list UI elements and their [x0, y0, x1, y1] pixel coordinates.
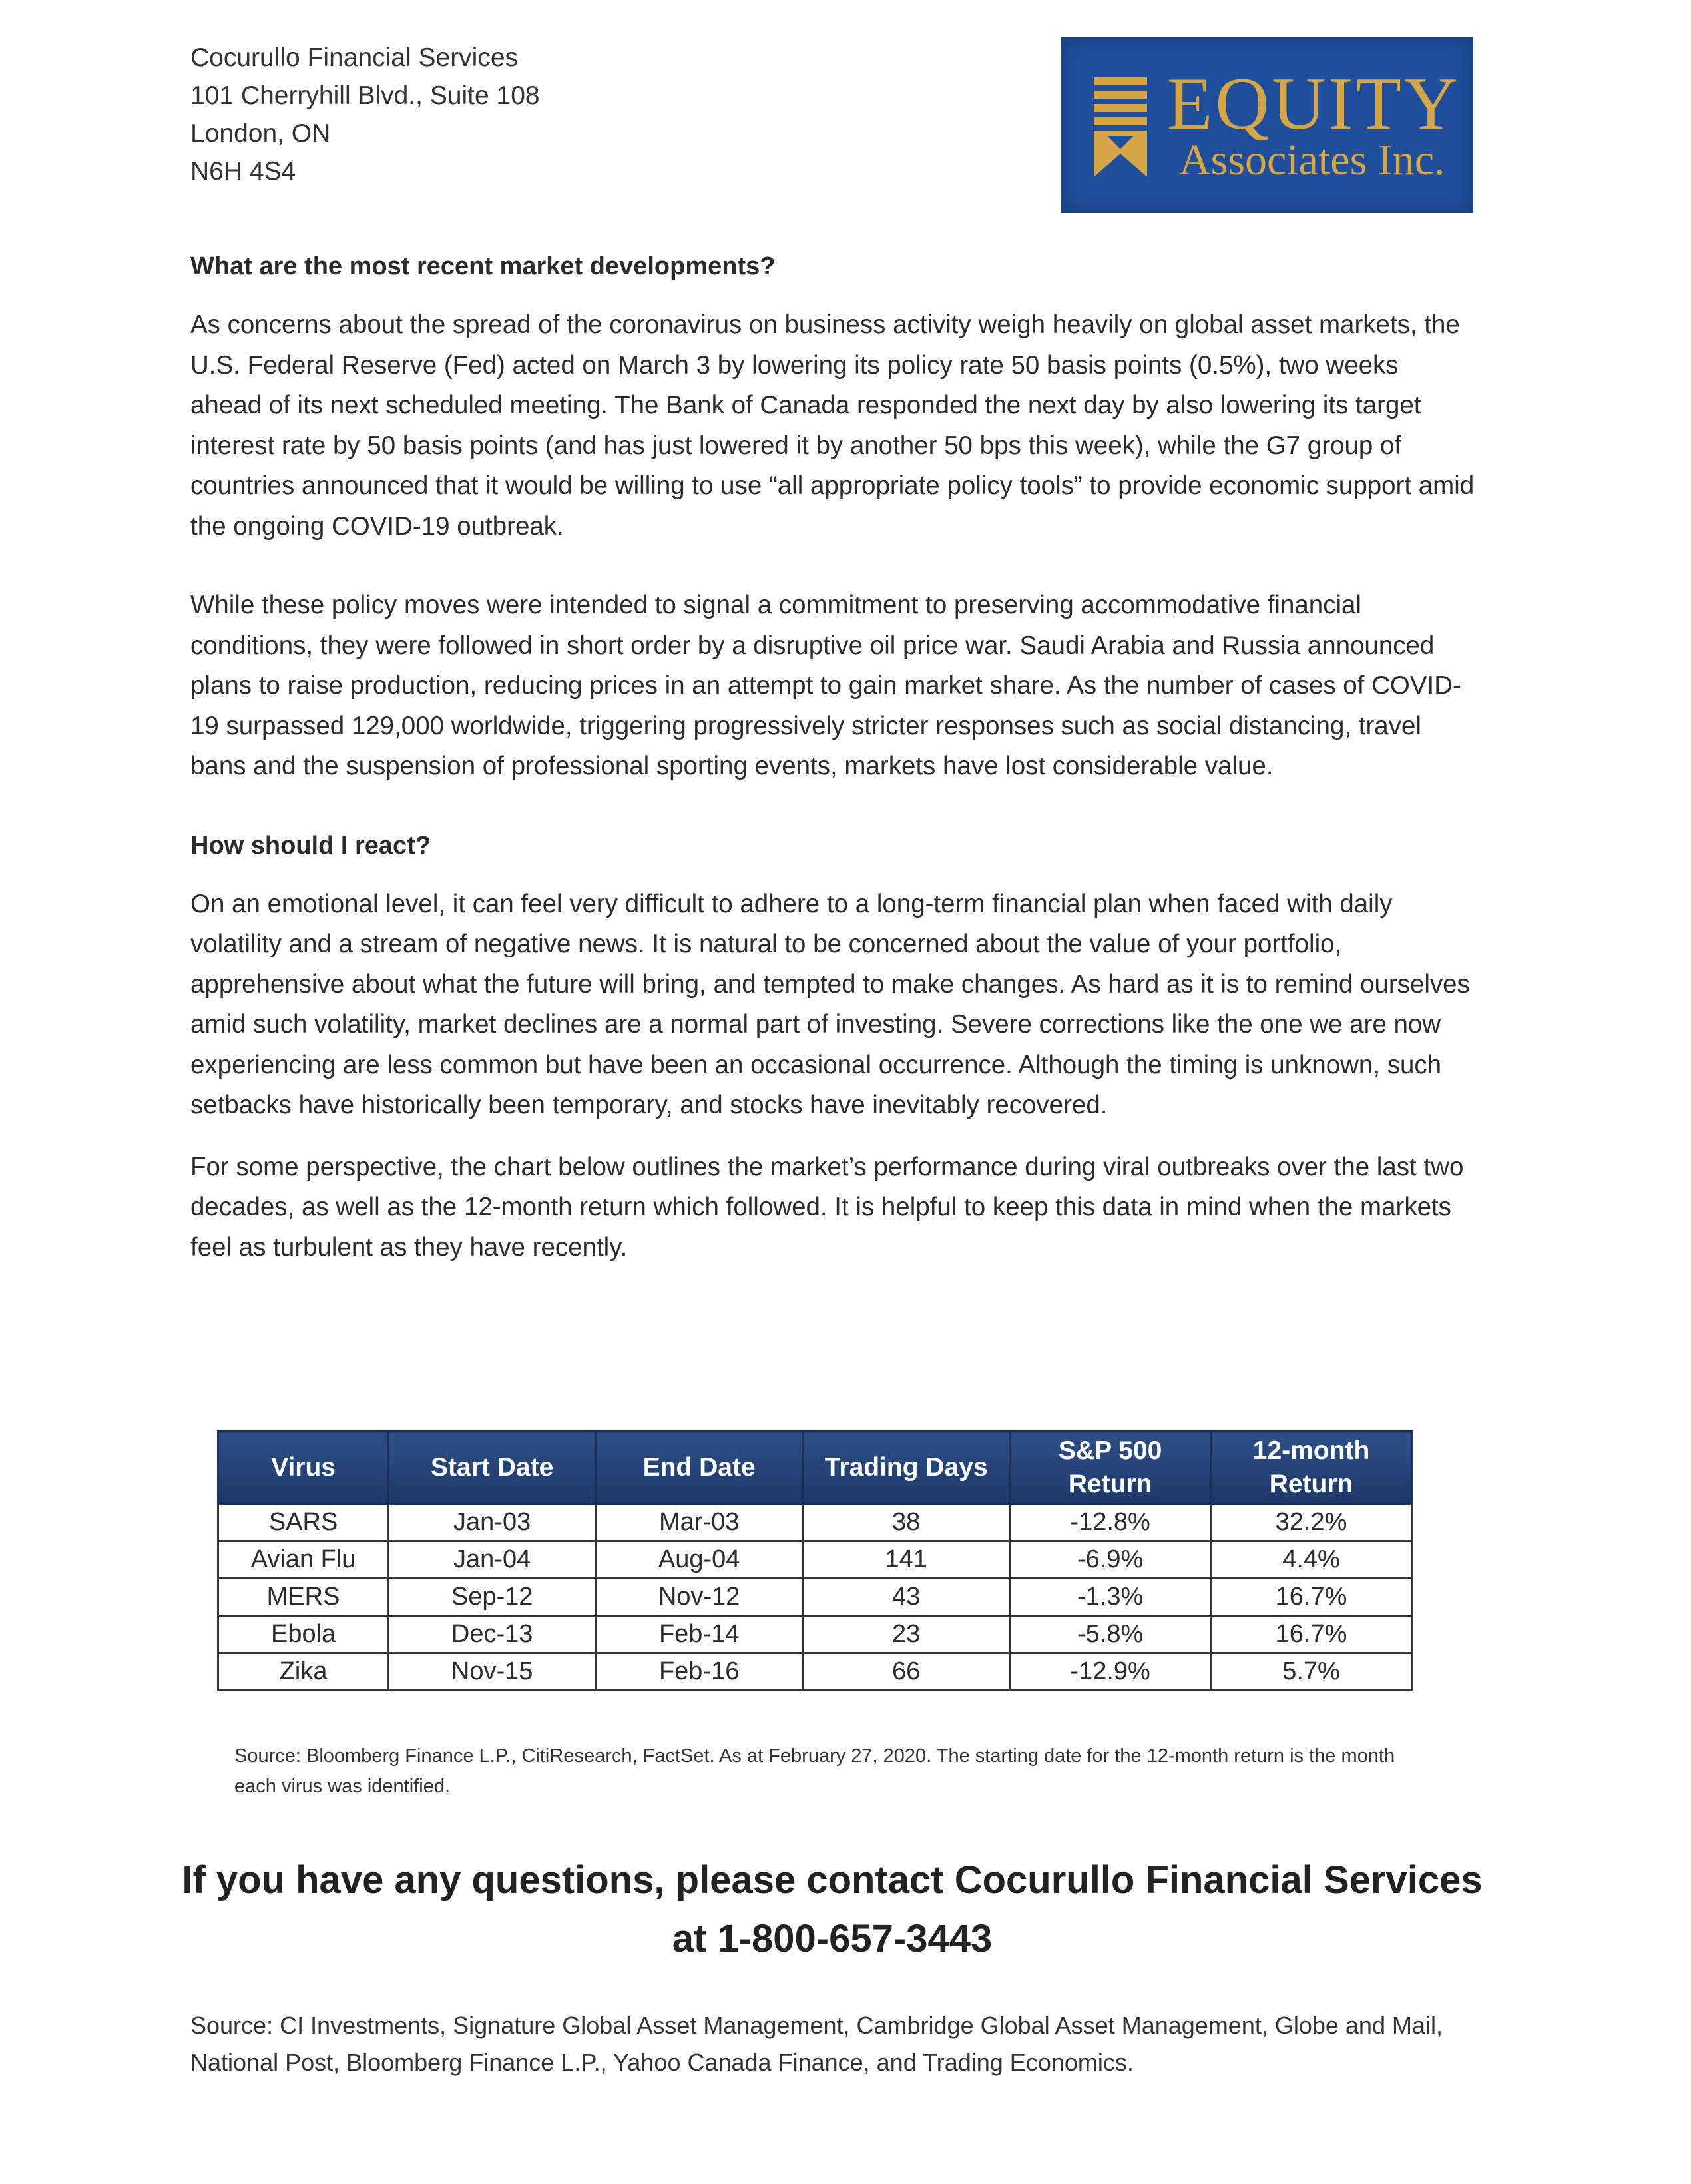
section-heading-developments: What are the most recent market developments?: [190, 252, 776, 280]
cell-virus: Zika: [218, 1653, 389, 1691]
cell-12-month-return: 16.7%: [1211, 1616, 1412, 1653]
section-heading-react: How should I react?: [190, 831, 431, 860]
cell-virus: MERS: [218, 1579, 389, 1616]
cell-12-month-return: 16.7%: [1211, 1579, 1412, 1616]
paragraph: On an emotional level, it can feel very difficult to adhere to a long-term financial plan when faced with daily volatility and a stream of negative news. It is natural to be concerned about the value of your portfolio, apprehensive about what the future will bring, and tempted to make changes. As hard as it is to remind ourselves amid such volatility, market declines are a normal part of investing. Severe corrections like the one we are now experiencing are less common but have been an occasional occurrence. Although the timing is unknown, such setbacks have historically been temporary, and stocks have inevitably recovered.: [190, 889, 1470, 1119]
cell-end-date: Aug-04: [596, 1541, 803, 1579]
letter-body: [190, 246, 1475, 1268]
cell-virus: Avian Flu: [218, 1541, 389, 1579]
paragraph: While these policy moves were intended to signal a commitment to preserving accommodative financial conditions, they were followed in short order by a disruptive oil price war. Saudi Arabia and Russia announced plans to raise production, reducing prices in an attempt to gain market share. As the number of cases of COVID-19 surpassed 129,000 worldwide, triggering progressively stricter responses such as social distancing, travel bans and the suspension of professional sporting events, markets have lost considerable value.: [190, 591, 1461, 780]
cell-12-month-return: 4.4%: [1211, 1541, 1412, 1579]
cell-sp500-return: -5.8%: [1010, 1616, 1211, 1653]
cell-start-date: Sep-12: [389, 1579, 596, 1616]
cell-end-date: Mar-03: [596, 1504, 803, 1541]
cell-end-date: Feb-14: [596, 1616, 803, 1653]
cell-trading-days: 43: [803, 1579, 1010, 1616]
company-name: Cocurullo Financial Services: [190, 43, 519, 72]
contact-line-1: If you have any questions, please contact Cocurullo Financial Services: [182, 1858, 1483, 1902]
contact-line-2: at 1-800-657-3443: [672, 1917, 993, 1960]
column-header: Trading Days: [803, 1432, 1010, 1504]
cell-end-date: Nov-12: [596, 1579, 803, 1616]
postal-code: N6H 4S4: [190, 157, 296, 186]
cell-sp500-return: -12.8%: [1010, 1504, 1211, 1541]
cell-sp500-return: -1.3%: [1010, 1579, 1211, 1616]
column-header: S&P 500 Return: [1010, 1432, 1211, 1504]
cell-trading-days: 141: [803, 1541, 1010, 1579]
table-row: [218, 1541, 1412, 1579]
cell-end-date: Feb-16: [596, 1653, 803, 1691]
cell-12-month-return: 32.2%: [1211, 1504, 1412, 1541]
logo-mark-icon: [1094, 77, 1147, 177]
cell-start-date: Jan-04: [389, 1541, 596, 1579]
cell-virus: SARS: [218, 1504, 389, 1541]
cell-start-date: Jan-03: [389, 1504, 596, 1541]
sources-footnote: Source: CI Investments, Signature Global Asset Management, Cambridge Global Asset Management, Globe and Mail, National Post, Bloomberg Finance L.P., Yahoo Canada Finance, and Trading Economics.: [190, 2012, 1443, 2076]
cell-trading-days: 66: [803, 1653, 1010, 1691]
paragraph: For some perspective, the chart below outlines the market’s performance during viral outbreaks over the last two decades, as well as the 12-month return which followed. It is helpful to keep this data in mind when the markets feel as turbulent as they have recently.: [190, 1152, 1464, 1262]
cell-sp500-return: -12.9%: [1010, 1653, 1211, 1691]
logo-subtitle: Associates Inc.: [1179, 136, 1445, 184]
table-row: [218, 1579, 1412, 1616]
cell-start-date: Dec-13: [389, 1616, 596, 1653]
street-address: 101 Cherryhill Blvd., Suite 108: [190, 81, 540, 110]
column-header: 12-month Return: [1211, 1432, 1412, 1504]
cell-virus: Ebola: [218, 1616, 389, 1653]
column-header: Virus: [218, 1432, 389, 1504]
column-header: Start Date: [389, 1432, 596, 1504]
equity-associates-logo: [1061, 37, 1473, 213]
table-row: [218, 1653, 1412, 1691]
city: London, ON: [190, 119, 331, 148]
table-row: [218, 1616, 1412, 1653]
cell-sp500-return: -6.9%: [1010, 1541, 1211, 1579]
cell-trading-days: 38: [803, 1504, 1010, 1541]
table-row: [218, 1504, 1412, 1541]
paragraph: As concerns about the spread of the coronavirus on business activity weigh heavily on global asset markets, the U.S. Federal Reserve (Fed) acted on March 3 by lowering its policy rate 50 basis points (0.5%), two weeks ahead of its next scheduled meeting. The Bank of Canada responded the next day by also lowering its target interest rate by 50 basis points (and has just lowered it by another 50 bps this week), while the G7 group of countries announced that it would be willing to use “all appropriate policy tools” to provide economic support amid the ongoing COVID-19 outbreak.: [190, 310, 1475, 541]
table-source-note: Source: Bloomberg Finance L.P., CitiResearch, FactSet. As at February 27, 2020. The starting date for the 12-month return is the month each virus was identified.: [234, 1745, 1395, 1797]
cell-trading-days: 23: [803, 1616, 1010, 1653]
sender-address: [190, 39, 540, 190]
column-header: End Date: [596, 1432, 803, 1504]
contact-callout: [166, 1851, 1498, 1968]
logo-title: EQUITY: [1167, 63, 1461, 145]
cell-12-month-return: 5.7%: [1211, 1653, 1412, 1691]
virus-outbreak-table: [217, 1430, 1413, 1691]
cell-start-date: Nov-15: [389, 1653, 596, 1691]
table-header-row: [218, 1432, 1412, 1504]
